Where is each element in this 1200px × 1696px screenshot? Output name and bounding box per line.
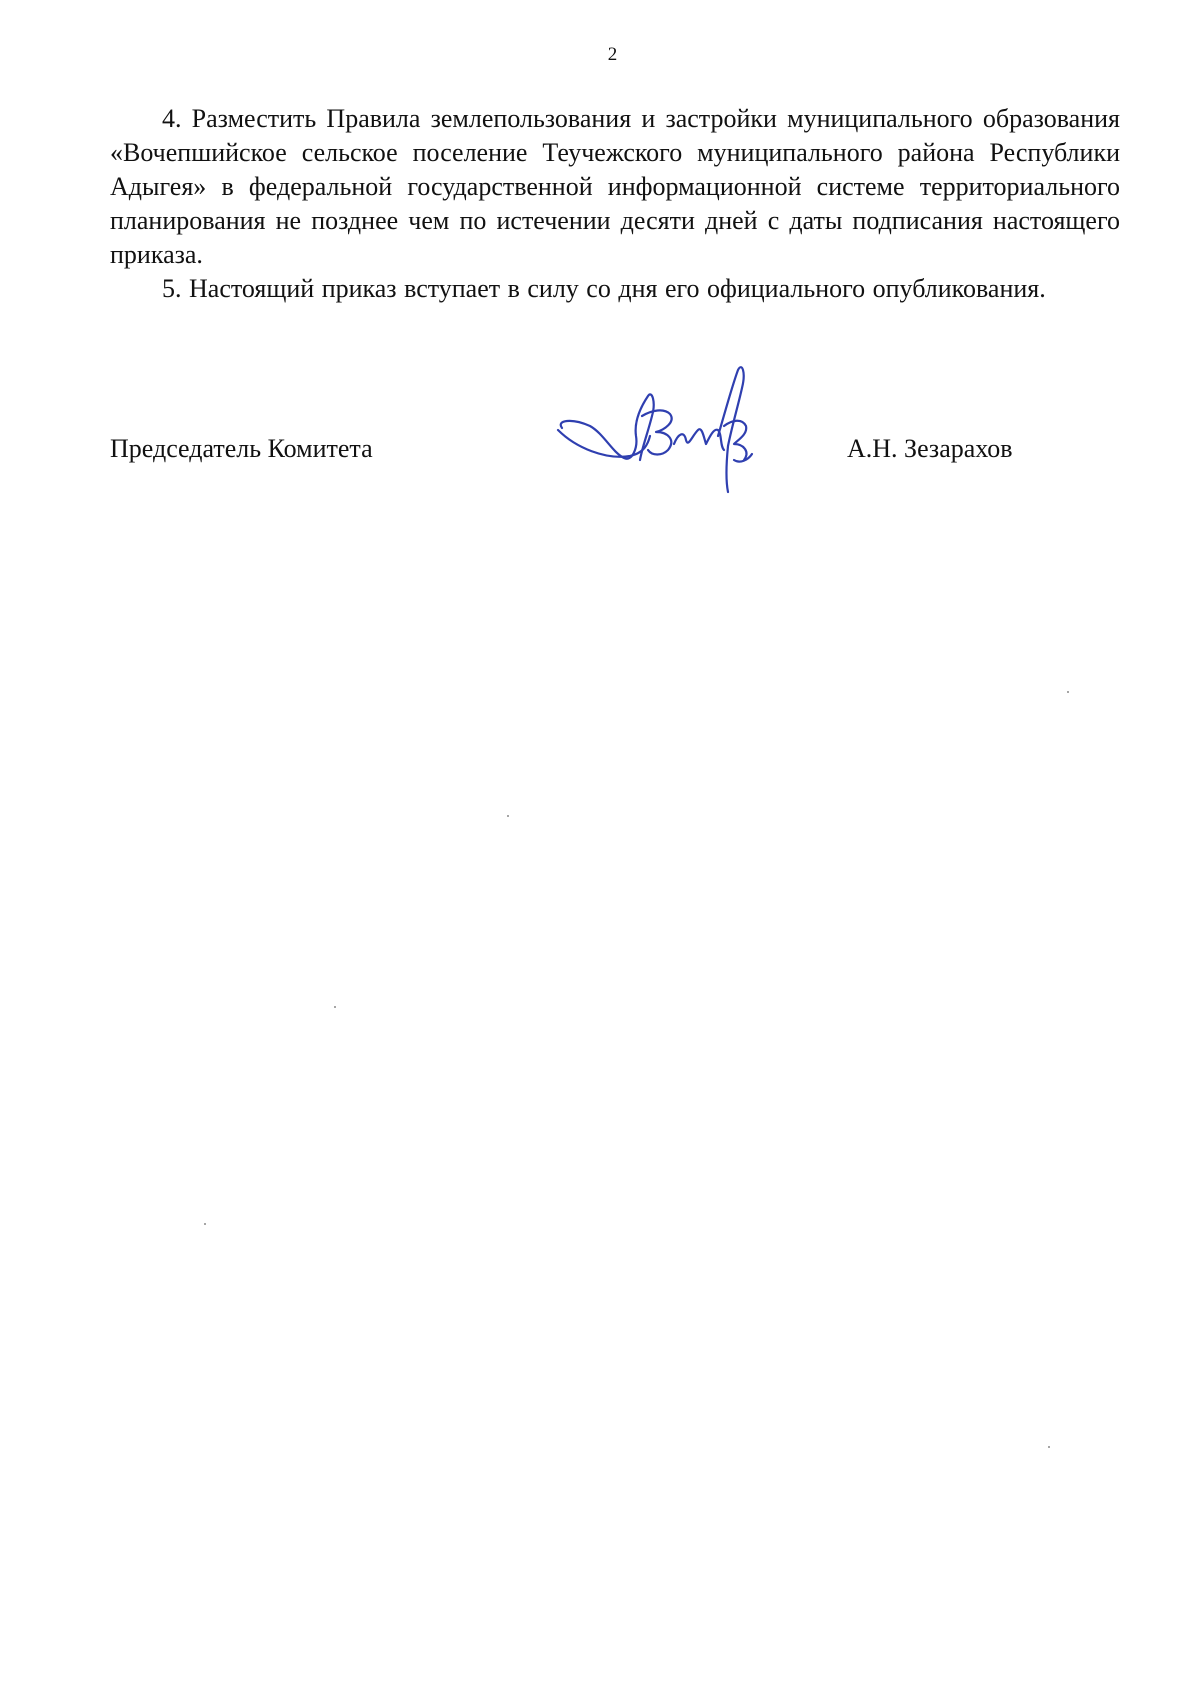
handwritten-signature — [552, 356, 772, 496]
paragraph-item-4: 4. Разместить Правила землепользования и застройки муниципального образования «Вочепшийское сельское поселение Теучежского муниципального района Республики Адыгея» в федеральной государственной информационной системе территориального планирования не позднее чем по истечении десяти дней с даты подписания настоящего приказа. — [110, 104, 1120, 269]
scan-speck — [334, 1006, 336, 1008]
scan-speck — [1067, 691, 1069, 693]
page-number: 2 — [607, 44, 618, 65]
scan-speck — [1048, 1446, 1050, 1448]
paragraph-item-5: 5. Настоящий приказ вступает в силу со дня его официального опубликования. — [162, 274, 1046, 303]
document-body — [110, 102, 1120, 306]
signatory-name: А.Н. Зезарахов — [847, 434, 1013, 463]
signatory-title: Председатель Комитета — [110, 434, 373, 463]
scan-speck — [204, 1223, 206, 1225]
scan-speck — [507, 815, 509, 817]
